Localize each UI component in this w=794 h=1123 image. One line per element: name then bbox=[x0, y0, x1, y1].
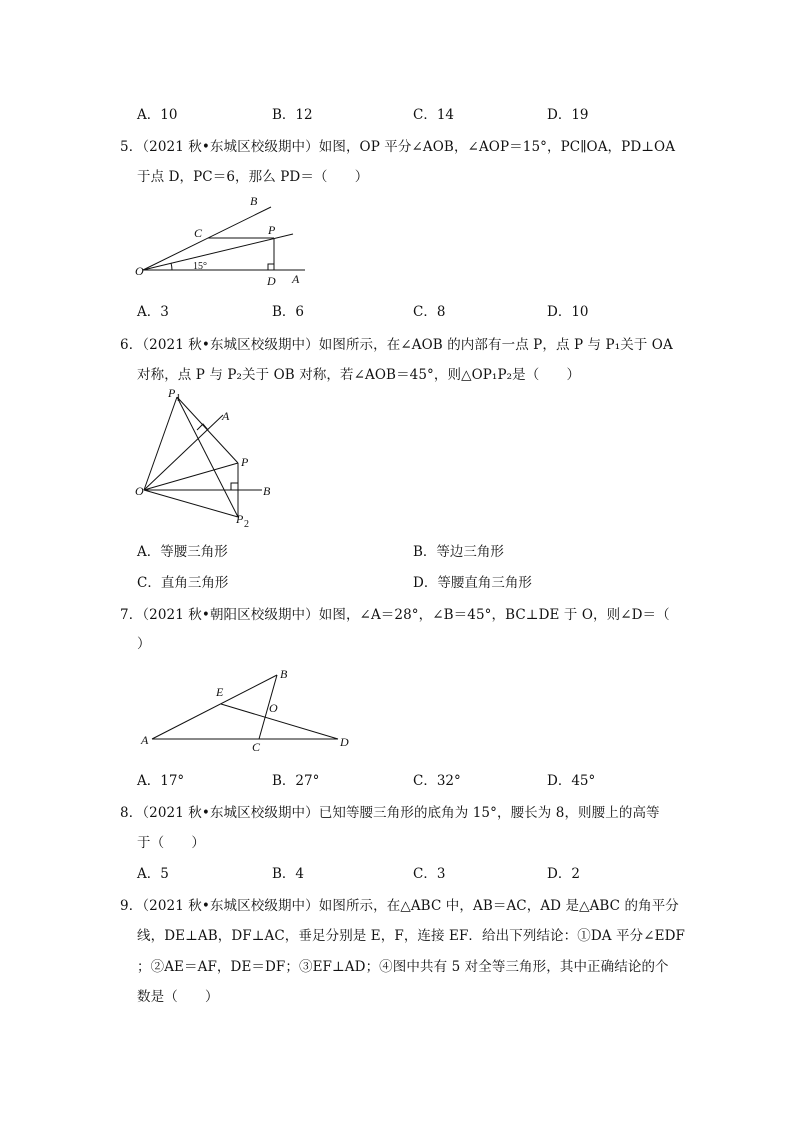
q5-ray-op bbox=[143, 234, 293, 270]
q6-option-a[interactable]: A．等腰三角形 bbox=[137, 544, 228, 560]
q7-segment-ed bbox=[221, 704, 338, 739]
q5-option-a[interactable]: A．3 bbox=[137, 304, 169, 320]
q5-option-b[interactable]: B．6 bbox=[272, 304, 305, 320]
q9-stem-line1: 9．（2021 秋•东城区校级期中）如图所示，在△ABC 中，AB＝AC，AD 是△ABC 的角平分 bbox=[120, 898, 679, 914]
q8-option-a[interactable]: A．5 bbox=[137, 866, 169, 882]
q8-option-c[interactable]: C．3 bbox=[413, 866, 446, 882]
q7-segment-ab bbox=[152, 675, 277, 739]
q6-right-angle-mark-b bbox=[231, 483, 238, 490]
q6-stem-line1: 6．（2021 秋•东城区校级期中）如图所示，在∠AOB 的内部有一点 P，点 P 与 P₁关于 OA bbox=[120, 337, 673, 353]
q4-option-c[interactable]: C．14 bbox=[413, 107, 455, 123]
q5-label-c: C bbox=[194, 226, 203, 240]
q6-label-o: O bbox=[135, 484, 144, 498]
q7-option-b[interactable]: B．27° bbox=[272, 773, 320, 789]
q6-label-p2-sub: 2 bbox=[244, 519, 249, 530]
q7-label-e: E bbox=[216, 685, 224, 699]
q8-option-d[interactable]: D．2 bbox=[547, 866, 580, 882]
q5-label-a: A bbox=[292, 272, 300, 286]
q5-stem-line1: 5．（2021 秋•东城区校级期中）如图，OP 平分∠AOB，∠AOP＝15°，PC∥OA，PD⊥OA bbox=[120, 139, 676, 155]
q7-option-c[interactable]: C．32° bbox=[413, 773, 461, 789]
q5-label-o: O bbox=[135, 264, 144, 278]
q4-option-a[interactable]: A．10 bbox=[137, 107, 178, 123]
q8-stem-line2: 于（ ） bbox=[137, 835, 205, 851]
q7-label-b: B bbox=[280, 667, 288, 681]
q7-label-c: C bbox=[252, 740, 261, 754]
q6-label-b: B bbox=[263, 484, 271, 498]
q6-label-p: P bbox=[241, 455, 249, 469]
q4-option-d[interactable]: D．19 bbox=[547, 107, 589, 123]
q5-option-c[interactable]: C．8 bbox=[413, 304, 446, 320]
q5-label-angle: 15° bbox=[193, 261, 207, 272]
q5-right-angle-mark bbox=[268, 264, 274, 270]
q7-option-a[interactable]: A．17° bbox=[137, 773, 185, 789]
q6-label-p1: P bbox=[168, 386, 176, 400]
q6-segment-op2 bbox=[144, 490, 238, 517]
q9-stem-line2: 线，DE⊥AB，DF⊥AC，垂足分别是 E，F，连接 EF．给出下列结论：①DA 平分∠EDF bbox=[137, 928, 685, 944]
q6-label-p1-sub: 1 bbox=[176, 393, 181, 404]
q5-stem-line2: 于点 D，PC＝6，那么 PD＝（ ） bbox=[137, 169, 369, 185]
q7-label-d: D bbox=[340, 735, 349, 749]
q6-stem-line2: 对称，点 P 与 P₂关于 OB 对称，若∠AOB＝45°，则△OP₁P₂是（ ） bbox=[137, 367, 581, 383]
q8-option-b[interactable]: B．4 bbox=[272, 866, 305, 882]
q6-figure bbox=[130, 385, 290, 530]
q8-stem-line1: 8．（2021 秋•东城区校级期中）已知等腰三角形的底角为 15°，腰长为 8，则腰上的高等 bbox=[120, 805, 660, 821]
q5-figure bbox=[130, 190, 320, 290]
q4-option-b[interactable]: B．12 bbox=[272, 107, 313, 123]
q6-option-c[interactable]: C．直角三角形 bbox=[137, 575, 229, 591]
q7-label-o: O bbox=[269, 701, 278, 715]
q6-label-a: A bbox=[222, 409, 230, 423]
q9-stem-line4: 数是（ ） bbox=[137, 989, 219, 1005]
q5-option-d[interactable]: D．10 bbox=[547, 304, 589, 320]
q5-label-b: B bbox=[250, 194, 258, 208]
q6-option-d[interactable]: D．等腰直角三角形 bbox=[413, 575, 532, 591]
q7-figure bbox=[130, 660, 360, 755]
q7-label-a: A bbox=[141, 733, 149, 747]
q9-stem-line3: ；②AE＝AF，DE＝DF；③EF⊥AD；④图中共有 5 对全等三角形，其中正确结论的个 bbox=[137, 959, 669, 975]
q5-label-p: P bbox=[268, 223, 276, 237]
q7-stem-line1: 7．（2021 秋•朝阳区校级期中）如图，∠A＝28°，∠B＝45°，BC⊥DE 于 O，则∠D＝（ bbox=[120, 607, 670, 623]
q7-option-d[interactable]: D．45° bbox=[547, 773, 596, 789]
q6-label-p2: P bbox=[236, 512, 244, 526]
q6-option-b[interactable]: B．等边三角形 bbox=[413, 544, 504, 560]
q5-angle-arc bbox=[171, 263, 172, 270]
q6-segment-op1 bbox=[144, 397, 177, 490]
q7-stem-line2: ） bbox=[137, 636, 151, 652]
q5-label-d: D bbox=[267, 274, 276, 288]
